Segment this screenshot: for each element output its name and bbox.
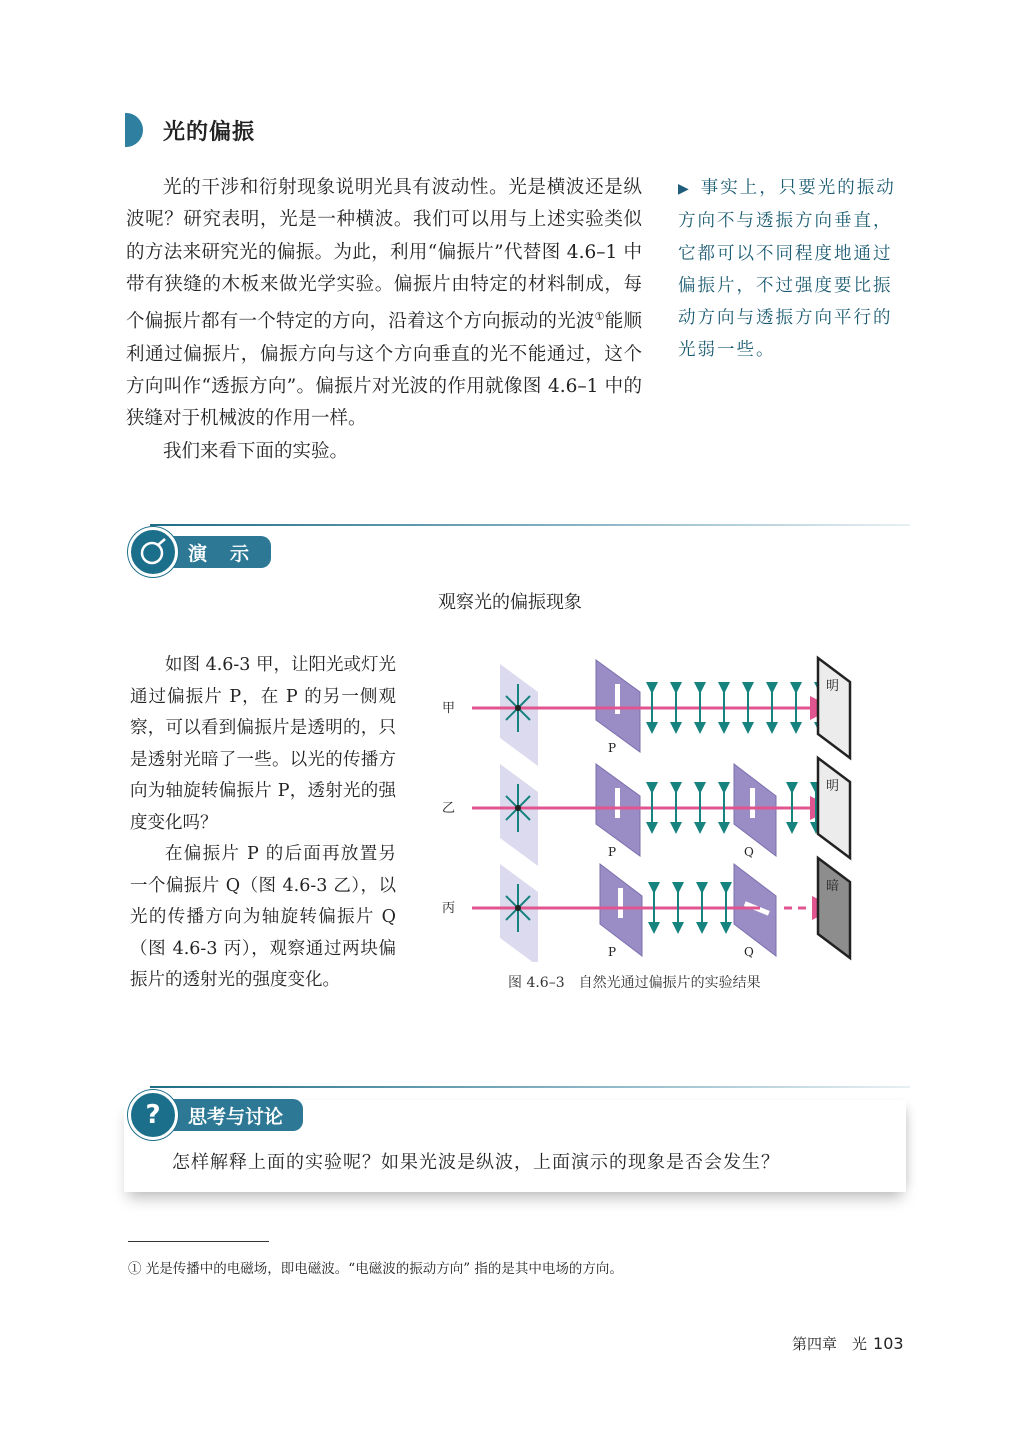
demo-paragraph: 如图 4.6-3 甲，让阳光或灯光通过偏振片 P，在 P 的另一侧观察，可以看到偏振片是透明的，只是透射光暗了一些。以光的传播方向为轴旋转偏振片 P，透射光的强度变化吗？	[130, 655, 397, 833]
svg-text:明: 明	[826, 779, 840, 794]
svg-text:丙: 丙	[442, 901, 456, 916]
chapter-label: 第四章 光	[792, 1335, 868, 1353]
page-number: 103	[873, 1334, 904, 1353]
triangle-marker-icon: ▶	[678, 181, 691, 197]
demo-text	[130, 650, 396, 997]
demo-title: 观察光的偏振现象	[438, 592, 582, 613]
demo-divider	[150, 524, 910, 526]
polarization-figure	[432, 652, 862, 966]
footnote-ref[interactable]: ①	[594, 310, 605, 324]
demo-paragraph: 在偏振片 P 的后面再放置另一个偏振片 Q（图 4.6-3 乙），以光的传播方向为轴旋转偏振片 Q（图 4.6-3 丙），观察通过两块偏振片的透射光的强度变化。	[130, 844, 396, 990]
discussion-divider	[150, 1086, 910, 1088]
svg-text:明: 明	[826, 679, 840, 694]
svg-text:乙: 乙	[442, 801, 456, 816]
discussion-question: 怎样解释上面的实验呢？如果光波是纵波，上面演示的现象是否会发生？	[172, 1152, 780, 1173]
section-marker-icon	[125, 113, 143, 147]
question-mark-icon: ?	[128, 1090, 178, 1140]
svg-text:P: P	[608, 945, 617, 959]
body-paragraph: 光的干涉和衍射现象说明光具有波动性。光是横波还是纵波呢？研究表明，光是一种横波。我们可以用与上述实验类似的方法来研究光的偏振。为此，利用“偏振片”代替图 4.6–1 中带有狭缝的木板来做光学实验。偏振片由特定的材料制成，每个偏振片都有一个特定的方向，沿着这个方向振动的光波①能顺利通过偏振片，偏振方向与这个方向垂直的光不能通过，这个方向叫作“透振方向”。偏振片对光波的作用就像图 4.6–1 中的狭缝对于机械波的作用一样。	[126, 177, 642, 430]
side-note-text: 事实上，只要光的振动方向不与透振方向垂直，它都可以不同程度地通过偏振片，不过强度要比振动方向与透振方向平行的光弱一些。	[678, 178, 896, 361]
body-text	[126, 172, 642, 468]
discussion-badge-label: 思考与讨论	[166, 1099, 303, 1131]
demo-badge-label: 演 示	[166, 536, 271, 568]
svg-text:P: P	[608, 741, 617, 755]
body-paragraph: 我们来看下面的实验。	[163, 440, 349, 462]
section-heading	[125, 113, 255, 147]
magnifier-icon	[128, 527, 178, 577]
svg-text:暗: 暗	[826, 879, 840, 894]
footnote: ① 光是传播中的电磁场，即电磁波。“电磁波的振动方向” 指的是其中电场的方向。	[128, 1261, 623, 1277]
svg-text:甲: 甲	[442, 701, 456, 716]
page-footer	[792, 1333, 904, 1354]
side-note	[678, 172, 910, 367]
svg-text:Q: Q	[744, 945, 754, 959]
figure-row-jia	[442, 658, 850, 766]
demo-badge	[128, 527, 271, 577]
footnote-divider	[128, 1241, 269, 1242]
figure-row-yi	[442, 758, 850, 866]
section-title: 光的偏振	[163, 119, 256, 145]
svg-text:Q: Q	[744, 845, 754, 859]
svg-text:P: P	[608, 845, 617, 859]
figure-row-bing	[442, 858, 850, 962]
figure-caption: 图 4.6–3 自然光通过偏振片的实验结果	[508, 975, 761, 991]
discussion-badge	[128, 1090, 303, 1140]
